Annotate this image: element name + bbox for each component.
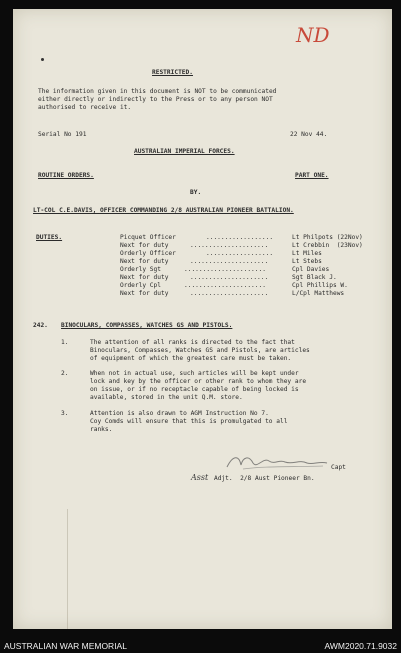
handwritten-mark: ND bbox=[296, 23, 330, 47]
paragraph-line: The attention of all ranks is directed to the fact that bbox=[90, 339, 295, 346]
fold-line bbox=[67, 509, 68, 629]
document-page bbox=[13, 9, 392, 629]
part-heading: PART ONE. bbox=[295, 172, 329, 179]
routine-orders-heading: ROUTINE ORDERS. bbox=[38, 172, 94, 179]
dot-leader: ..................... bbox=[190, 242, 269, 249]
duty-person: Lt Stebs bbox=[292, 258, 322, 265]
paragraph-line: Attention is also drawn to AGM Instruction No 7. bbox=[90, 410, 269, 417]
signature-prefix: Asst bbox=[191, 473, 209, 482]
duty-person: Sgt Black J. bbox=[292, 274, 337, 281]
paragraph-number: 1. bbox=[61, 339, 69, 346]
dot-leader: ...................... bbox=[184, 266, 266, 273]
duty-role: Orderly Sgt bbox=[120, 266, 161, 273]
duty-person: Lt Miles bbox=[292, 250, 322, 257]
paragraph-line: of equipment of which the greatest care must be taken. bbox=[90, 355, 292, 362]
duty-role: Orderly Officer bbox=[120, 250, 176, 257]
duty-person: Cpl Phillips W. bbox=[292, 282, 348, 289]
item-title: BINOCULARS, COMPASSES, WATCHES GS AND PISTOLS. bbox=[61, 322, 233, 329]
duty-role: Next for duty bbox=[120, 290, 169, 297]
dot-leader: ...................... bbox=[184, 282, 266, 289]
footer-institution: AUSTRALIAN WAR MEMORIAL bbox=[4, 641, 127, 651]
paragraph-line: on issue, or if no receptacle capable of being locked is bbox=[90, 386, 299, 393]
duty-person: L/Cpl Matthews bbox=[292, 290, 345, 297]
duty-role: Picquet Officer bbox=[120, 234, 176, 241]
footer-accession-number: AWM2020.71.9032 bbox=[324, 641, 397, 651]
paragraph-number: 2. bbox=[61, 370, 69, 377]
serial-number: Serial No 191 bbox=[38, 131, 87, 138]
paragraph-line: Binoculars, Compasses, Watches GS and Pistols, are articles bbox=[90, 347, 310, 354]
notice-line-3: authorised to receive it. bbox=[38, 104, 132, 111]
dot-leader: ..................... bbox=[190, 290, 269, 297]
by-label: BY. bbox=[190, 189, 202, 196]
notice-line-2: either directly or indirectly to the Press or to any person NOT bbox=[38, 96, 273, 103]
signature-title: Adjt. 2/8 Aust Pioneer Bn. bbox=[214, 475, 315, 482]
paragraph-number: 3. bbox=[61, 410, 69, 417]
order-date: 22 Nov 44. bbox=[290, 131, 328, 138]
notice-line-1: The information given in this document is NOT to be communicated bbox=[38, 88, 277, 95]
dot-leader: .................. bbox=[206, 250, 274, 257]
dot-leader: ..................... bbox=[190, 274, 269, 281]
paragraph-line: lock and key by the officer or other rank to whom they are bbox=[90, 378, 307, 385]
paragraph-line: ranks. bbox=[90, 426, 113, 433]
item-number: 242. bbox=[33, 322, 48, 329]
paragraph-line: When not in actual use, such articles will be kept under bbox=[90, 370, 299, 377]
commander-line: LT-COL C.E.DAVIS, OFFICER COMMANDING 2/8 AUSTRALIAN PIONEER BATTALION. bbox=[33, 207, 294, 214]
signature bbox=[223, 451, 333, 473]
paragraph-line: available, stored in the unit Q.M. store. bbox=[90, 394, 243, 401]
dot-leader: .................. bbox=[206, 234, 274, 241]
duty-role: Next for duty bbox=[120, 274, 169, 281]
duty-role: Orderly Cpl bbox=[120, 282, 161, 289]
dot-leader: ..................... bbox=[190, 258, 269, 265]
punch-hole bbox=[41, 58, 44, 61]
signature-rank: Capt bbox=[331, 464, 346, 471]
duty-person: Cpl Davies bbox=[292, 266, 330, 273]
duty-role: Next for duty bbox=[120, 242, 169, 249]
classification-heading: RESTRICTED. bbox=[152, 69, 193, 76]
duties-heading: DUTIES. bbox=[36, 234, 63, 241]
duty-person: Lt Crebbin (23Nov) bbox=[292, 242, 363, 249]
paragraph-line: Coy Comds will ensure that this is promulgated to all bbox=[90, 418, 288, 425]
duty-person: Lt Philpots (22Nov) bbox=[292, 234, 363, 241]
force-heading: AUSTRALIAN IMPERIAL FORCES. bbox=[134, 148, 235, 155]
duty-role: Next for duty bbox=[120, 258, 169, 265]
